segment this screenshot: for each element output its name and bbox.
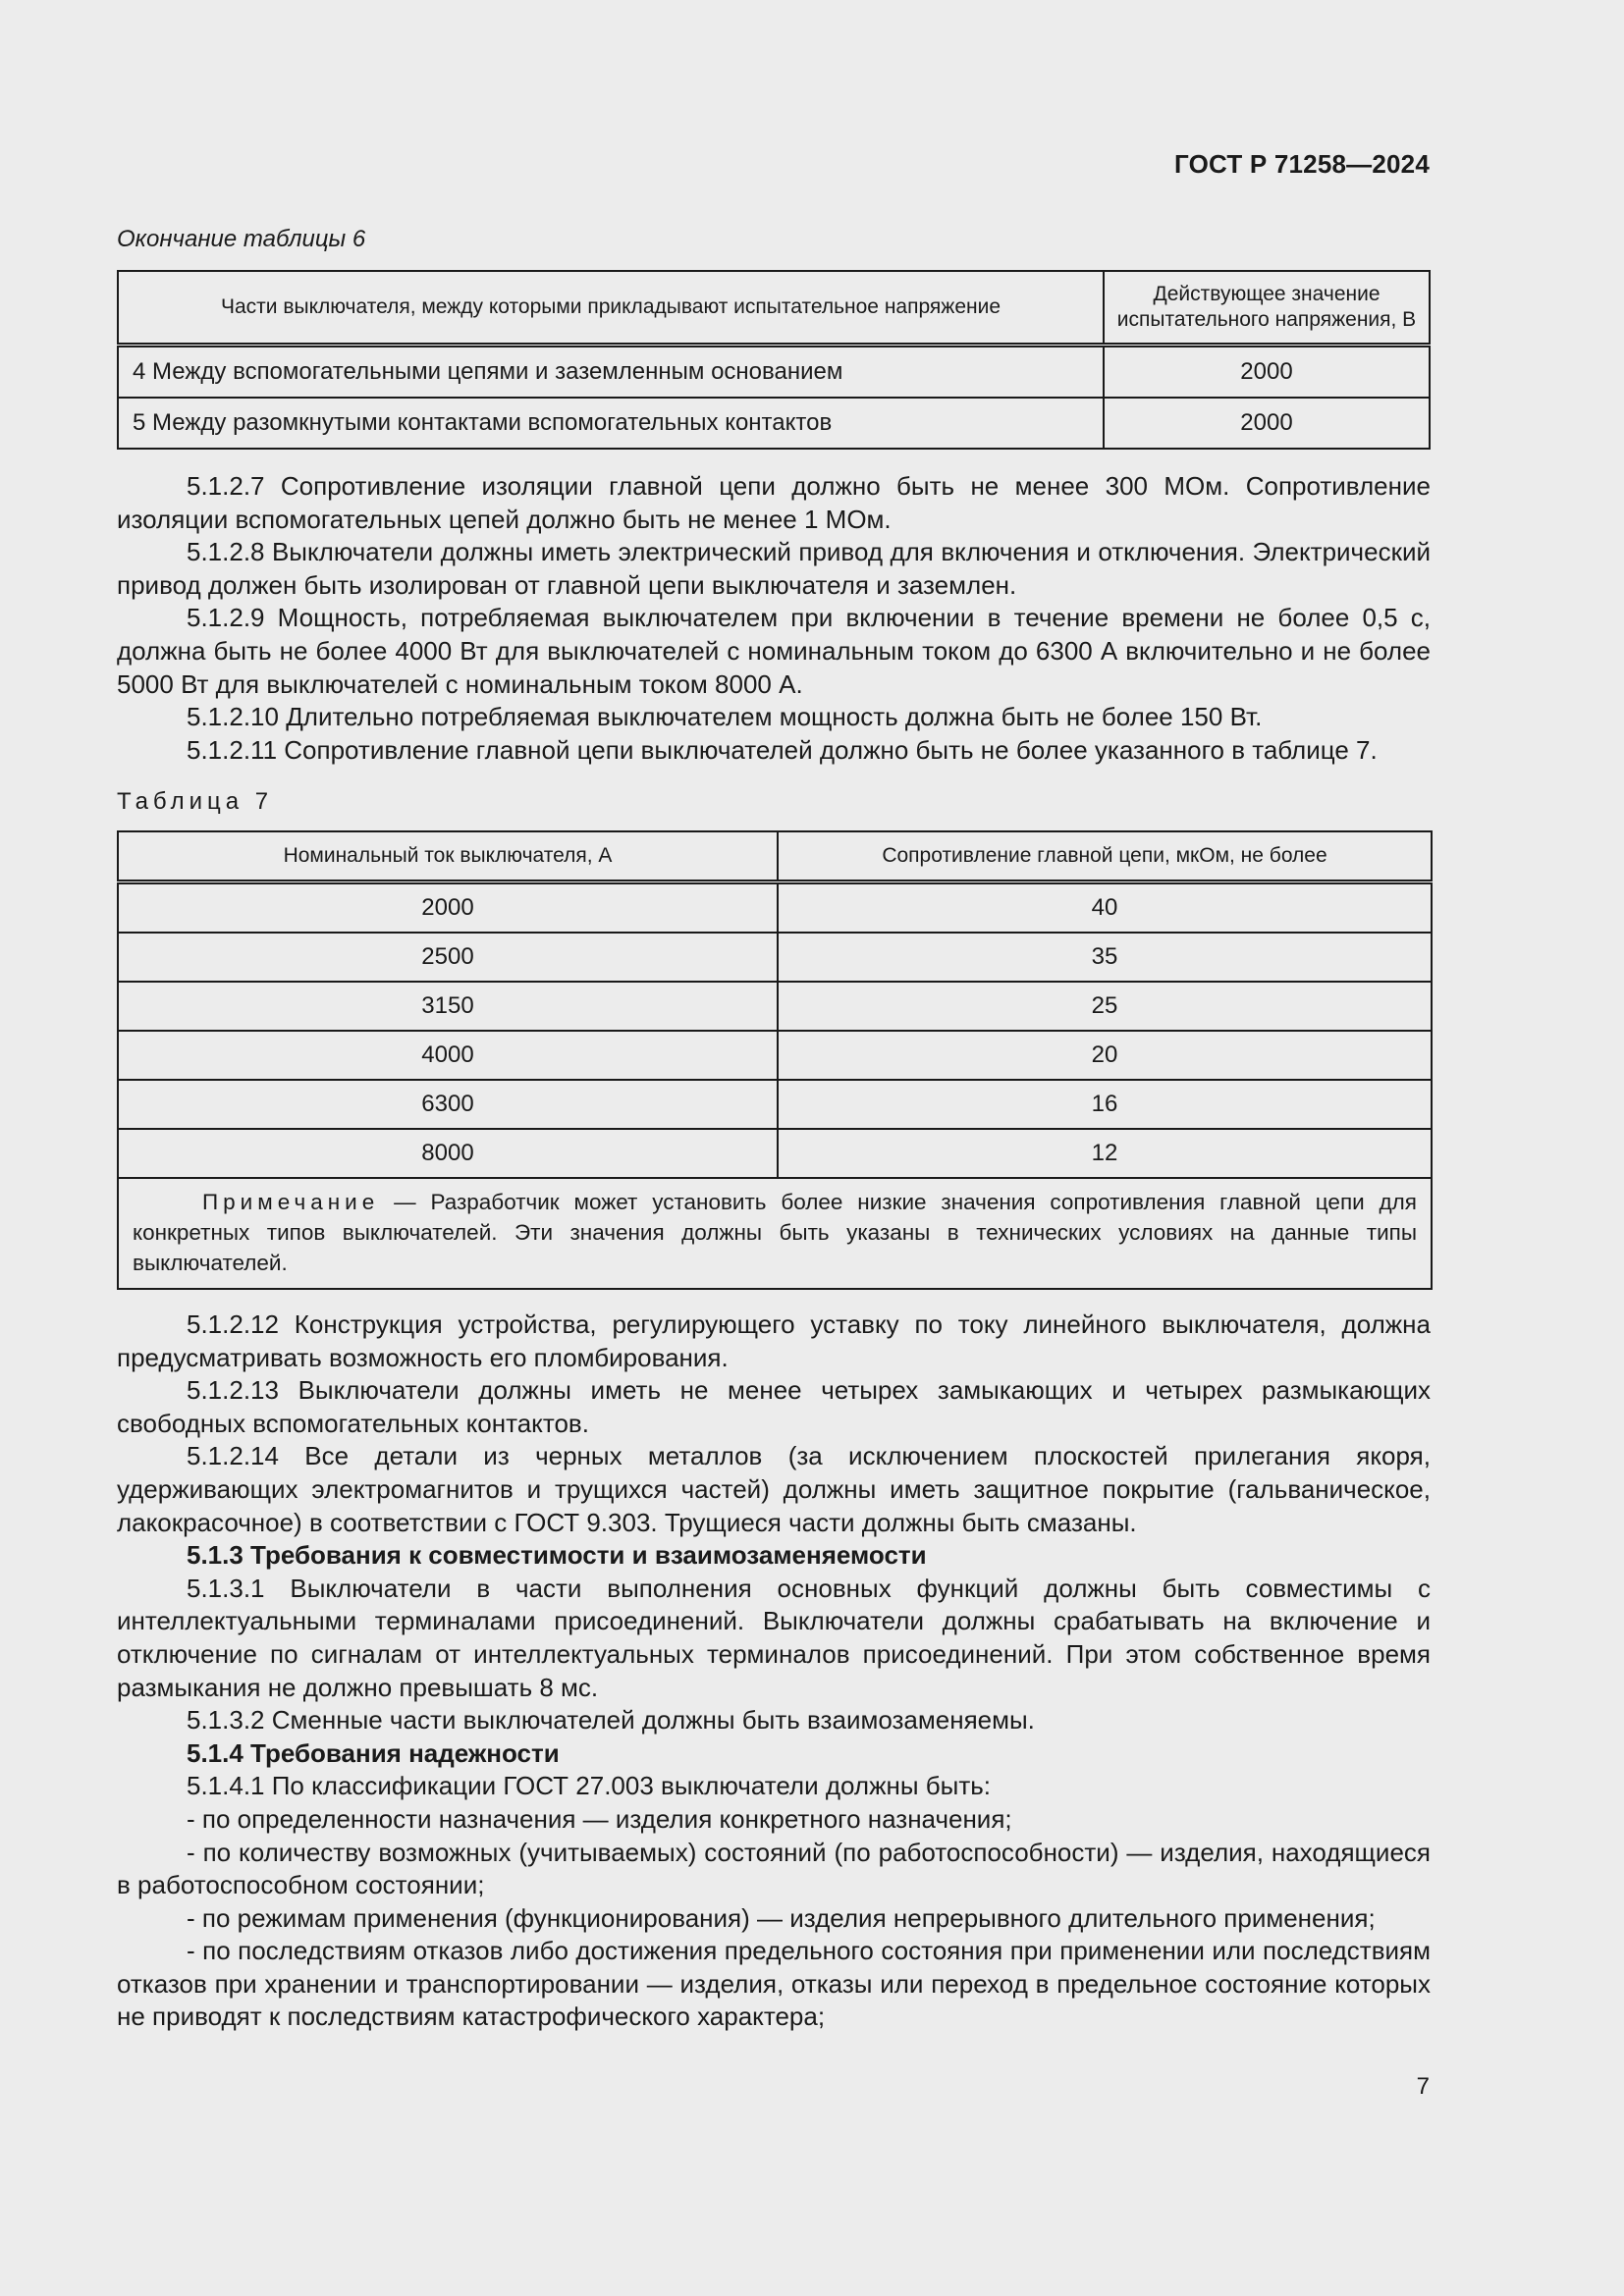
- section-heading: 5.1.4 Требования надежности: [187, 1737, 560, 1768]
- table6-header-parts: Части выключателя, между которыми прикладывают испытательное напряжение: [118, 271, 1104, 346]
- table-row: [118, 1129, 1432, 1178]
- table6-caption: Окончание таблицы 6: [117, 226, 366, 252]
- table7-cell-current: 4000: [118, 1031, 778, 1080]
- table-row: [118, 1031, 1432, 1080]
- table7-note-row: [118, 1178, 1432, 1289]
- table-row: [118, 933, 1432, 982]
- paragraph: 5.1.3.1 Выключатели в части выполнения основных функций должны быть совместимы с интеллектуальными терминалами присоединений. Выключатели должны срабатывать на включение и отключение по сигналам от интеллектуальных терминалов присоединений. При этом собственное время размыкания не должно превышать 8 мс.: [117, 1573, 1431, 1702]
- paragraph: 5.1.2.11 Сопротивление главной цепи выключателей должно быть не более указанного в таблице 7.: [187, 734, 1378, 765]
- table7-cell-current: 6300: [118, 1080, 778, 1129]
- section-heading: 5.1.3 Требования к совместимости и взаимозаменяемости: [187, 1540, 927, 1571]
- table6-cell-part: 5 Между разомкнутыми контактами вспомогательных контактов: [118, 398, 1104, 449]
- table6-header-row: [118, 271, 1430, 346]
- table7-cell-resistance: 16: [778, 1080, 1432, 1129]
- table7-header-row: [118, 831, 1432, 882]
- page-number: 7: [1416, 2073, 1430, 2100]
- note-label: Примечание: [202, 1190, 380, 1214]
- table6-cell-part: 4 Между вспомогательными цепями и заземленным основанием: [118, 346, 1104, 399]
- table6-cell-value: 2000: [1104, 398, 1430, 449]
- paragraph: 5.1.2.14 Все детали из черных металлов (за исключением плоскостей прилегания якоря, удерживающих электромагнитов и трущихся частей) должны иметь защитное покрытие (гальваническое, лакокрасочное) в соответствии с ГОСТ 9.303. Трущиеся части должны быть смазаны.: [117, 1441, 1431, 1537]
- paragraph: 5.1.4.1 По классификации ГОСТ 27.003 выключатели должны быть:: [187, 1771, 991, 1801]
- paragraph: 5.1.2.7 Сопротивление изоляции главной цепи должно быть не менее 300 МОм. Сопротивление изоляции вспомогательных цепей должно быть не менее 1 МОм.: [117, 471, 1431, 534]
- list-item: - по количеству возможных (учитываемых) состояний (по работоспособности) — изделия, находящиеся в работоспособном состоянии;: [117, 1837, 1431, 1900]
- table6: [117, 270, 1431, 450]
- table-row: [118, 982, 1432, 1031]
- list-item: - по режимам применения (функционирования) — изделия непрерывного длительного применения;: [187, 1902, 1376, 1933]
- list-item: - по определенности назначения — изделия конкретного назначения;: [187, 1803, 1012, 1834]
- table7-cell-current: 2000: [118, 882, 778, 934]
- paragraph: 5.1.3.2 Сменные части выключателей должны быть взаимозаменяемы.: [187, 1705, 1035, 1735]
- paragraph: 5.1.2.8 Выключатели должны иметь электрический привод для включения и отключения. Электрический привод должен быть изолирован от главной цепи выключателя и заземлен.: [117, 537, 1431, 600]
- paragraphs-section-a: [117, 470, 1431, 767]
- table7-cell-current: 2500: [118, 933, 778, 982]
- table7-cell-current: 8000: [118, 1129, 778, 1178]
- table-row: [118, 346, 1430, 399]
- list-item: - по последствиям отказов либо достижения предельного состояния при применении или последствиям отказов при хранении и транспортировании — изделия, отказы или переход в предельное состояние которых не приводят к последствиям катастрофического характера;: [117, 1936, 1431, 2032]
- table7-cell-resistance: 25: [778, 982, 1432, 1031]
- table6-cell-value: 2000: [1104, 346, 1430, 399]
- table7-cell-resistance: 20: [778, 1031, 1432, 1080]
- table6-header-voltage: Действующее значение испытательного напряжения, В: [1104, 271, 1430, 346]
- table7: [117, 830, 1433, 1290]
- table7-header-resistance: Сопротивление главной цепи, мкОм, не более: [778, 831, 1432, 882]
- table-row: [118, 398, 1430, 449]
- table7-header-current: Номинальный ток выключателя, А: [118, 831, 778, 882]
- table7-caption: Таблица 7: [117, 788, 274, 815]
- table7-cell-current: 3150: [118, 982, 778, 1031]
- paragraphs-section-b: [117, 1308, 1431, 2034]
- document-code: ГОСТ Р 71258—2024: [1174, 149, 1430, 179]
- paragraph: 5.1.2.12 Конструкция устройства, регулирующего уставку по току линейного выключателя, должна предусматривать возможность его пломбирования.: [117, 1309, 1431, 1372]
- paragraph: 5.1.2.10 Длительно потребляемая выключателем мощность должна быть не более 150 Вт.: [187, 702, 1263, 732]
- note-text: — Разработчик может установить более низкие значения сопротивления главной цепи для конкретных типов выключателей. Эти значения должны быть указаны в технических условиях на данные типы выключателей.: [133, 1190, 1417, 1275]
- paragraph: 5.1.2.9 Мощность, потребляемая выключателем при включении в течение времени не более 0,5 с, должна быть не более 4000 Вт для выключателей с номинальным током до 6300 А включительно и не более 5000 Вт для выключателей с номинальным током 8000 А.: [117, 603, 1431, 699]
- table7-cell-resistance: 40: [778, 882, 1432, 934]
- table-row: [118, 1080, 1432, 1129]
- paragraph: 5.1.2.13 Выключатели должны иметь не менее четырех замыкающих и четырех размыкающих свободных вспомогательных контактов.: [117, 1375, 1431, 1438]
- table7-cell-resistance: 12: [778, 1129, 1432, 1178]
- table-row: [118, 882, 1432, 934]
- table7-cell-resistance: 35: [778, 933, 1432, 982]
- table7-note: [118, 1178, 1432, 1289]
